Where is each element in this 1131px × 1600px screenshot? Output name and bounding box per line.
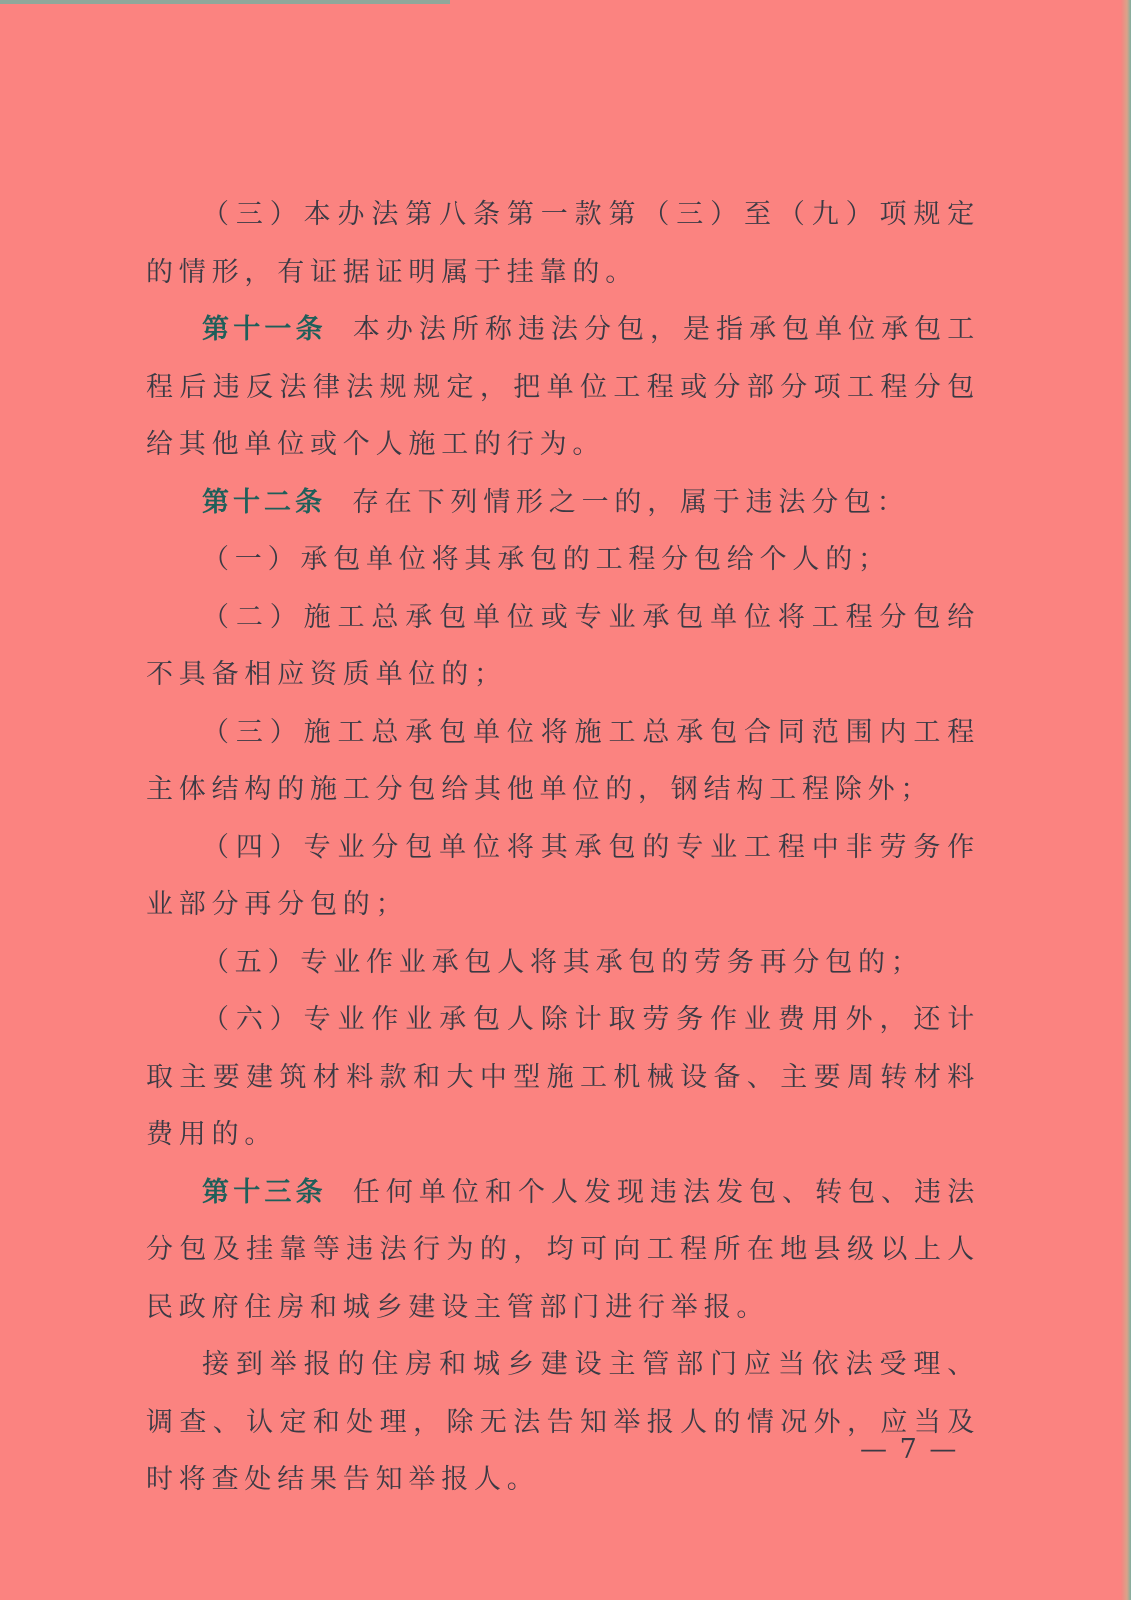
paragraph-text: 存在下列情形之一的，属于违法分包： xyxy=(352,486,910,518)
paragraph-item-5 xyxy=(146,934,980,992)
scan-edge-right xyxy=(1121,0,1131,1600)
scan-edge-top xyxy=(0,0,450,4)
paragraph-text: （二）施工总承包单位或专业承包单位将工程分包给不具备相应资质单位的； xyxy=(146,601,980,690)
article-heading: 第十二条 xyxy=(202,486,326,518)
paragraph-item-4 xyxy=(146,819,980,934)
paragraph-article-13 xyxy=(146,1164,980,1337)
paragraph-item-1 xyxy=(146,531,980,589)
paragraph-item-3 xyxy=(146,704,980,819)
document-body xyxy=(146,186,980,1509)
paragraph-text: 任何单位和个人发现违法发包、转包、违法分包及挂靠等违法行为的，均可向工程所在地县级以上人民政府住房和城乡建设主管部门进行举报。 xyxy=(146,1176,980,1323)
paragraph-text: （五）专业作业承包人将其承包的劳务再分包的； xyxy=(202,946,924,978)
article-heading: 第十三条 xyxy=(202,1176,327,1208)
paragraph-article-11 xyxy=(146,301,980,474)
paragraph-article-13-part-2 xyxy=(146,1336,980,1509)
page-number: — 7 — xyxy=(860,1434,959,1465)
paragraph-text: （四）专业分包单位将其承包的专业工程中非劳务作业部分再分包的； xyxy=(146,831,980,920)
paragraph-text: （六）专业作业承包人除计取劳务作业费用外，还计取主要建筑材料款和大中型施工机械设备、主要周转材料费用的。 xyxy=(146,1004,980,1150)
paragraph-item-2 xyxy=(146,589,980,704)
paragraph-article-12 xyxy=(146,474,980,532)
paragraph-text: （一）承包单位将其承包的工程分包给个人的； xyxy=(202,544,891,575)
paragraph-text: （三）施工总承包单位将施工总承包合同范围内工程主体结构的施工分包给其他单位的，钢结构工程除外； xyxy=(146,716,980,805)
article-heading: 第十一条 xyxy=(202,314,327,345)
paragraph-text: 接到举报的住房和城乡建设主管部门应当依法受理、调查、认定和处理，除无法告知举报人的情况外，应当及时将查处结果告知举报人。 xyxy=(146,1349,980,1495)
paragraph-clause-3-continued xyxy=(146,186,980,301)
paragraph-text: 本办法所称违法分包，是指承包单位承包工程后违反法律法规规定，把单位工程或分部分项工程分包给其他单位或个人施工的行为。 xyxy=(146,314,980,460)
paragraph-text: （三）本办法第八条第一款第（三）至（九）项规定的情形，有证据证明属于挂靠的。 xyxy=(146,199,980,288)
paragraph-item-6 xyxy=(146,991,980,1164)
